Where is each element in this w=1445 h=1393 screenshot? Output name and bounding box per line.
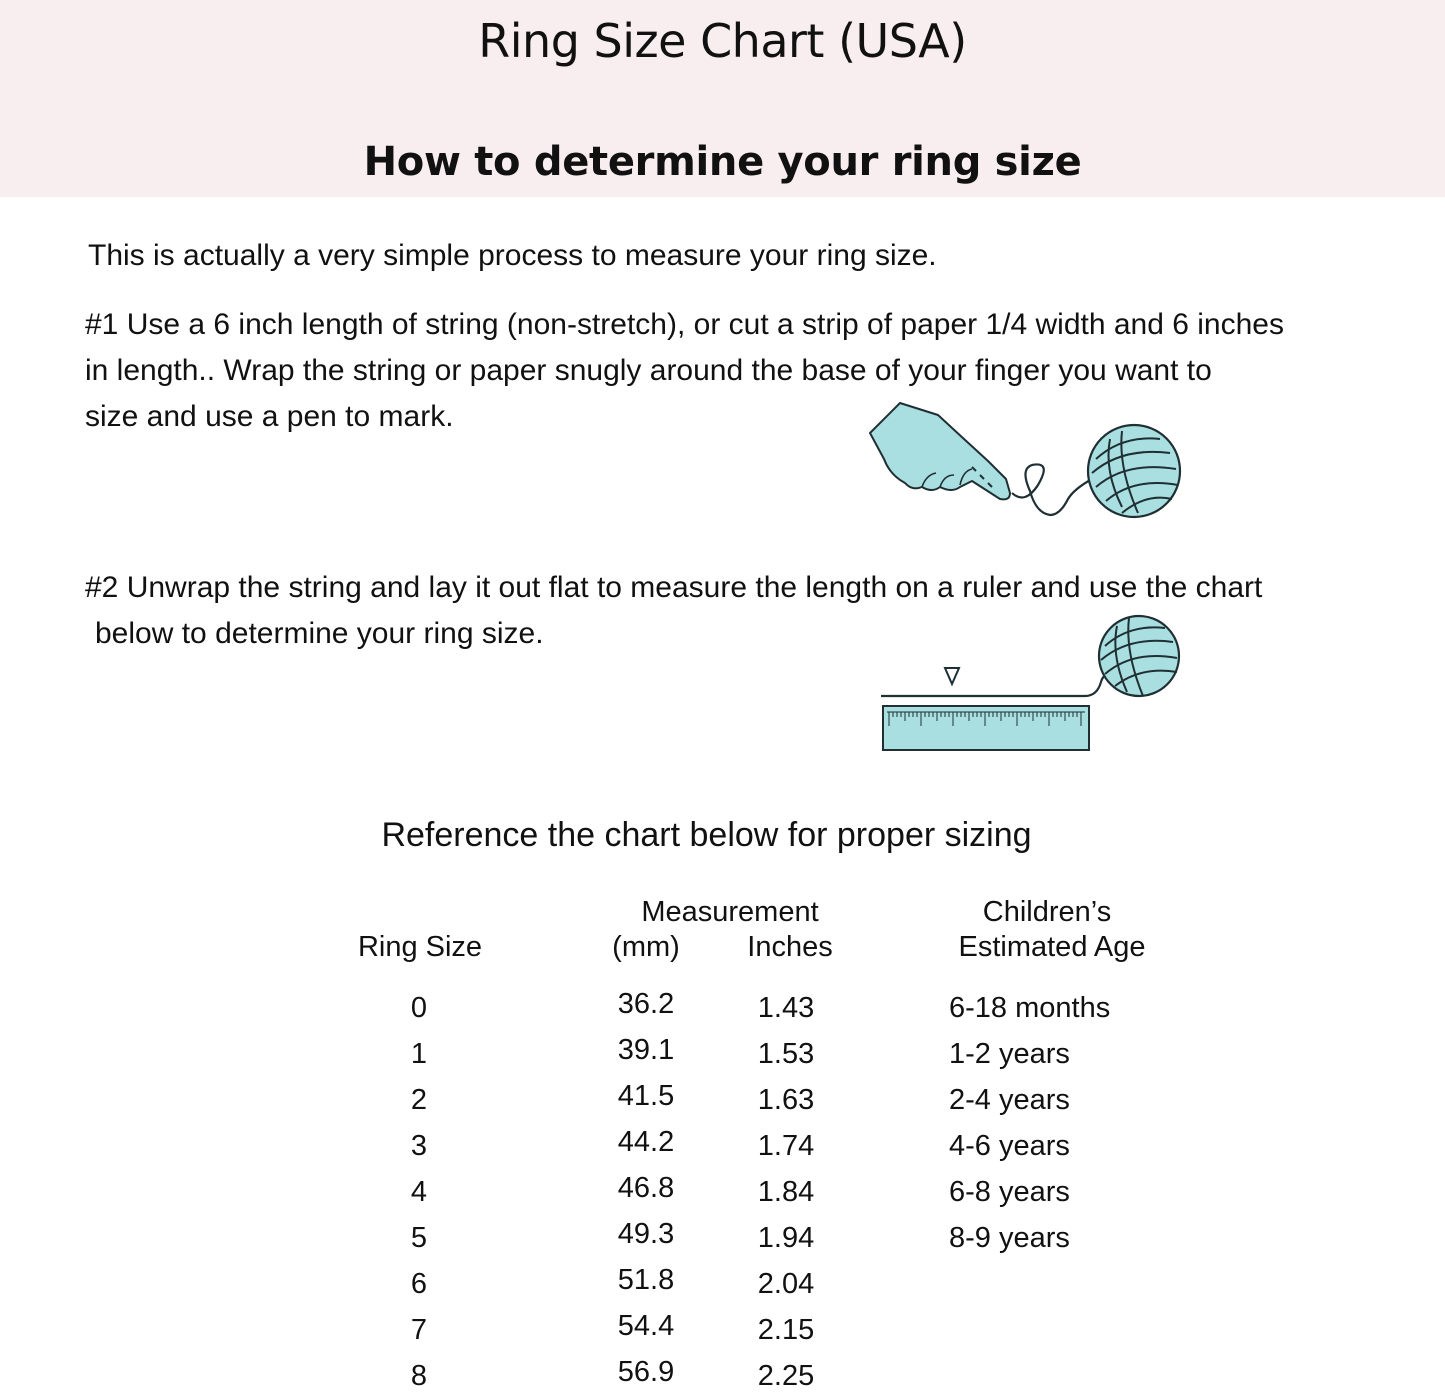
marker-arrow-icon [945,668,959,684]
step-2-line-2: below to determine your ring size. [95,617,544,650]
inches-cell: 1.94 [757,1222,815,1254]
hand-and-yarn-illustration [860,395,1190,525]
age-cell: 6-18 months [949,992,1111,1024]
mm-cell: 36.2 [617,988,675,1020]
ring-size-cell: 5 [410,1222,428,1254]
header-children-line-2: Estimated Age [958,931,1146,963]
yarn-ball-icon [1088,425,1180,517]
intro-text: This is actually a very simple process to measure your ring size. [88,239,937,272]
string-line [1012,464,1092,515]
page-title: Ring Size Chart (USA) [478,14,967,68]
ring-size-cell: 6 [410,1268,428,1300]
mm-cell: 41.5 [617,1080,675,1112]
inches-cell: 2.15 [757,1314,815,1346]
mm-cell: 46.8 [617,1172,675,1204]
inches-cell: 1.74 [757,1130,815,1162]
age-cell: 6-8 years [949,1176,1070,1208]
step-2-line-1: #2 Unwrap the string and lay it out flat to measure the length on a ruler and use the chart [85,571,1263,604]
inches-cell: 1.53 [757,1038,815,1070]
inches-cell: 2.04 [757,1268,815,1300]
inches-cell: 1.63 [757,1084,815,1116]
age-cell: 1-2 years [949,1038,1070,1070]
ring-size-cell: 0 [410,992,428,1024]
step-1-text [85,302,1425,440]
header-inches: Inches [747,931,833,963]
string-line [881,674,1111,696]
page-subtitle: How to determine your ring size [363,139,1082,185]
header-mm: (mm) [612,931,680,963]
mm-cell: 39.1 [617,1034,675,1066]
ring-size-cell: 8 [410,1360,428,1392]
ring-size-cell: 1 [410,1038,428,1070]
age-cell: 2-4 years [949,1084,1070,1116]
header-measurement: Measurement [641,896,819,928]
ruler-icon [883,706,1089,750]
ring-size-cell: 3 [410,1130,428,1162]
mm-cell: 49.3 [617,1218,675,1250]
ring-size-cell: 4 [410,1176,428,1208]
step-1-line-1: #1 Use a 6 inch length of string (non-stretch), or cut a strip of paper 1/4 width and 6 inches [85,308,1284,341]
mm-cell: 54.4 [617,1310,675,1342]
pointing-hand-icon [870,403,1010,499]
inches-cell: 1.84 [757,1176,815,1208]
ring-size-cell: 2 [410,1084,428,1116]
age-cell: 4-6 years [949,1130,1070,1162]
step-1-line-3: size and use a pen to mark. [85,400,454,433]
ruler-and-yarn-illustration [875,608,1190,758]
step-1-line-2: in length.. Wrap the string or paper snugly around the base of your finger you want to [85,354,1212,387]
header-ring-size: Ring Size [357,931,483,963]
inches-cell: 2.25 [757,1360,815,1392]
mm-cell: 56.9 [617,1356,675,1388]
inches-cell: 1.43 [757,992,815,1024]
header-children-line-1: Children’s [982,896,1112,928]
reference-heading: Reference the chart below for proper sizing [381,816,1032,854]
step-2-text [85,565,1415,657]
mm-cell: 51.8 [617,1264,675,1296]
mm-cell: 44.2 [617,1126,675,1158]
yarn-ball-icon [1099,616,1179,696]
age-cell: 8-9 years [949,1222,1070,1254]
ring-size-cell: 7 [410,1314,428,1346]
